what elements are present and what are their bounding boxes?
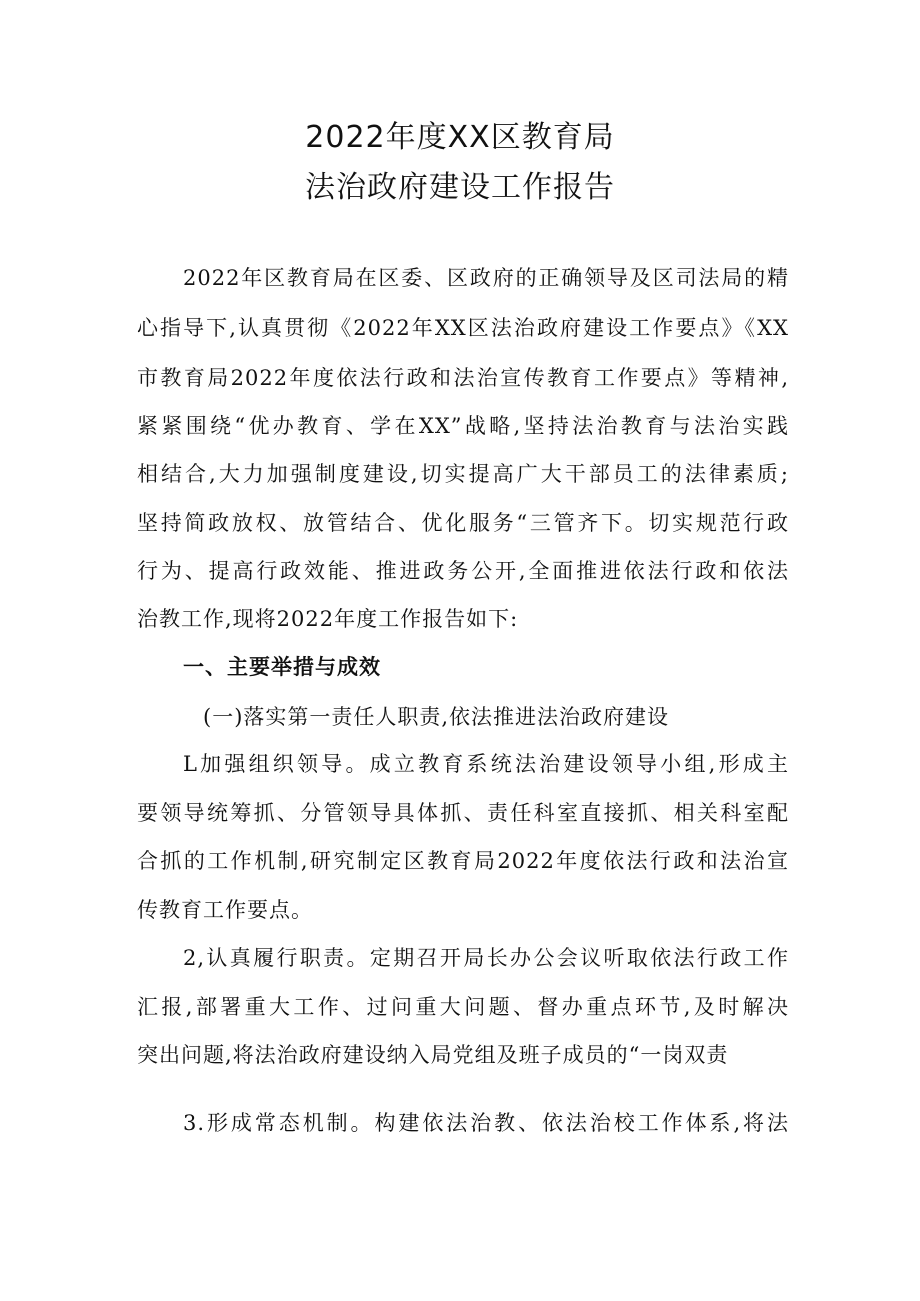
document-title-line-2: 法治政府建设工作报告: [305, 170, 615, 205]
item3-line-1: 3.形成常态机制。构建依法治教、依法治校工作体系,将法: [183, 1111, 789, 1135]
item2-line-2: 汇报,部署重大工作、过问重大问题、督办重点环节,及时解决: [137, 995, 789, 1019]
intro-line-5: 相结合,大力加强制度建设,切实提高广大干部员工的法律素质;: [137, 462, 789, 486]
item1-line-3: 合抓的工作机制,研究制定区教育局2022年度依法行政和法治宣: [137, 849, 789, 873]
item1-line-1: L加强组织领导。成立教育系统法治建设领导小组,形成主: [183, 752, 789, 776]
section-heading: 一、主要举措与成效: [183, 655, 381, 679]
intro-line-3: 市教育局2022年度依法行政和法治宣传教育工作要点》等精神,: [137, 366, 789, 390]
subsection-heading: (一)落实第一责任人职责,依法推进法治政府建设: [203, 705, 670, 729]
item1-line-4: 传教育工作要点。: [137, 898, 313, 922]
item2-line-3: 突出问题,将法治政府建设纳入局党组及班子成员的“一岗双责: [137, 1043, 729, 1067]
document-title-line-1: 2022年度XX区教育局: [305, 120, 615, 155]
item1-line-2: 要领导统筹抓、分管领导具体抓、责任科室直接抓、相关科室配: [137, 801, 789, 825]
item2-line-1: 2,认真履行职责。定期召开局长办公会议听取依法行政工作: [183, 946, 789, 970]
intro-line-8: 治教工作,现将2022年度工作报告如下:: [137, 607, 519, 631]
intro-line-7: 行为、提高行政效能、推进政务公开,全面推进依法行政和依法: [137, 559, 789, 583]
intro-line-2: 心指导下,认真贯彻《2022年XX区法治政府建设工作要点》《XX: [137, 316, 789, 340]
intro-line-4: 紧紧围绕“优办教育、学在XX”战略,坚持法治教育与法治实践: [137, 414, 789, 438]
intro-line-6: 坚持简政放权、放管结合、优化服务“三管齐下。切实规范行政: [137, 511, 789, 535]
intro-line-1: 2022年区教育局在区委、区政府的正确领导及区司法局的精: [183, 266, 789, 290]
